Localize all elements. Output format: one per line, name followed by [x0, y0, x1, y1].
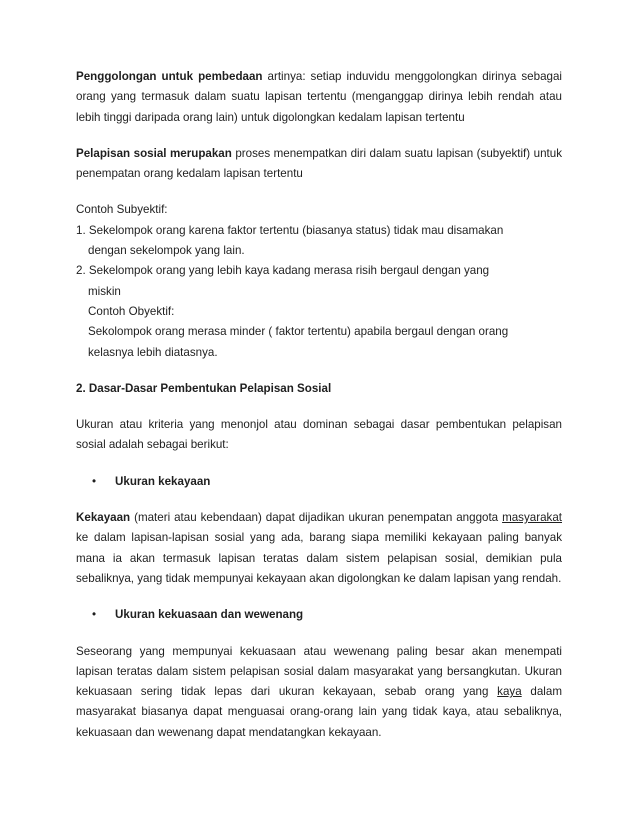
contoh-item-2-line-1: 2. Sekelompok orang yang lebih kaya kadang merasa risih bergaul dengan yang	[76, 264, 490, 278]
paragraph-kekuasaan-text-2: dalam masyarakat biasanya dapat menguasai orang-orang lain yang tidak kaya, atau sebaliknya, kekuasaan dan wewenang dapat mendatangkan kekayaan.	[76, 685, 562, 739]
bullet-icon: •	[92, 474, 97, 488]
contoh-item-1-line-1: 1. Sekelompok orang karena faktor tertentu (biasanya status) tidak mau disamakan	[76, 223, 504, 237]
term-pelapisan: Pelapisan sosial merupakan	[76, 146, 232, 160]
contoh-item-2-line-2: miskin	[88, 284, 121, 298]
bullet-icon: •	[92, 608, 97, 622]
paragraph-kekuasaan	[76, 642, 562, 743]
paragraph-penggolongan	[76, 67, 562, 128]
contoh-obyektif-line-1: Sekolompok orang merasa minder ( faktor tertentu) apabila bergaul dengan orang	[88, 325, 509, 339]
bullet-ukuran-kekayaan	[76, 472, 562, 492]
paragraph-kekayaan	[76, 508, 562, 589]
section-2-intro: Ukuran atau kriteria yang menonjol atau dominan sebagai dasar pembentukan pelapisan sosial adalah sebagai berikut:	[76, 418, 562, 452]
bullet-ukuran-kekayaan-label: Ukuran kekayaan	[115, 474, 211, 488]
contoh-block	[76, 200, 562, 362]
masyarakat-link[interactable]: masyarakat	[502, 511, 562, 525]
paragraph-pelapisan-text: proses menempatkan diri dalam suatu lapisan (subyektif) untuk penempatan orang kedalam lapisan tertentu	[76, 146, 562, 181]
paragraph-kekuasaan-text-1: Seseorang yang mempunyai kekuasaan atau wewenang paling besar akan menempati lapisan teratas dalam sistem pelapisan sosial dalam masyarakat yang bersangkutan. Ukuran kekuasaan sering tidak lepas dari ukuran kekayaan, sebab orang yang	[76, 644, 562, 699]
contoh-obyektif-heading: Contoh Obyektif:	[88, 304, 175, 318]
contoh-obyektif-line-2: kelasnya lebih diatasnya.	[88, 345, 218, 359]
paragraph-pelapisan	[76, 144, 562, 185]
contoh-item-1-line-2: dengan sekelompok yang lain.	[88, 244, 245, 258]
term-penggolongan: Penggolongan untuk pembedaan	[76, 70, 263, 83]
section-2-heading: 2. Dasar-Dasar Pembentukan Pelapisan Sosial	[76, 381, 332, 395]
bullet-ukuran-kekuasaan-label: Ukuran kekuasaan dan wewenang	[115, 608, 304, 622]
paragraph-kekayaan-text-1: (materi atau kebendaan) dapat dijadikan ukuran penempatan anggota	[130, 511, 503, 525]
kaya-link[interactable]: kaya	[497, 685, 522, 699]
document-page	[76, 67, 562, 743]
bullet-ukuran-kekuasaan	[76, 605, 562, 625]
paragraph-kekayaan-text-2: ke dalam lapisan-lapisan sosial yang ada, barang siapa memiliki kekayaan paling banyak mana ia akan termasuk lapisan teratas dalam sistem pelapisan sosial, demikian pula sebaliknya, yang tidak mempunyai kekayaan akan digolongkan ke dalam lapisan yang rendah.	[76, 531, 562, 585]
term-kekayaan: Kekayaan	[76, 511, 131, 525]
contoh-subyektif-heading: Contoh Subyektif:	[76, 203, 168, 217]
paragraph-penggolongan-text: artinya: setiap induvidu menggolongkan dirinya sebagai orang yang termasuk dalam suatu lapisan tertentu (menganggap dirinya lebih rendah atau lebih tinggi daripada orang lain) untuk digolongkan kedalam lapisan tertentu	[76, 70, 562, 124]
